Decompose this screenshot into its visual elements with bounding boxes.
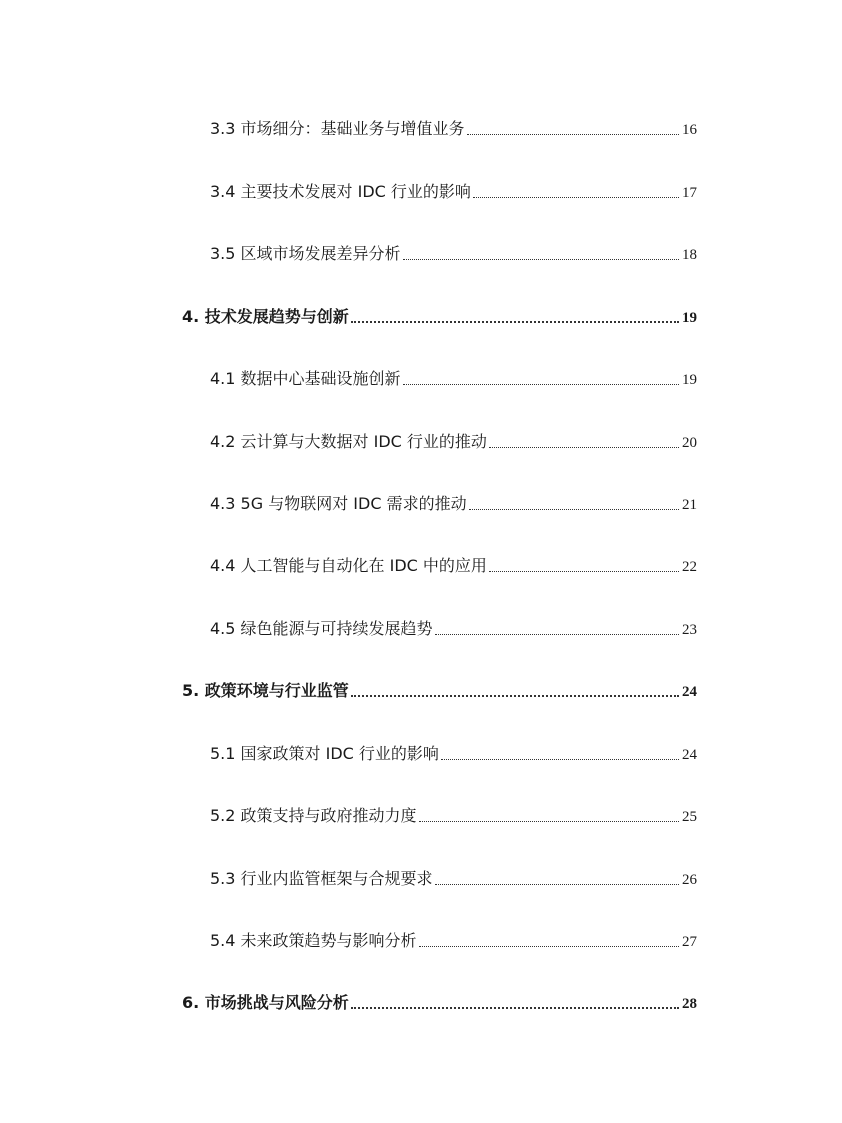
- toc-page-number: 24: [682, 747, 697, 763]
- toc-page-number: 25: [682, 809, 697, 825]
- toc-dot-leader: [489, 447, 679, 448]
- toc-entry-3-5[interactable]: [210, 239, 697, 265]
- toc-page-number: 18: [682, 247, 697, 263]
- toc-entry-4-3[interactable]: [210, 489, 697, 515]
- toc-entry-title: 5.3 行业内监管框架与合规要求: [210, 869, 433, 888]
- toc-entry-5-2[interactable]: [210, 801, 697, 827]
- toc-entry-5-4[interactable]: [210, 926, 697, 952]
- toc-dot-leader: [435, 634, 679, 635]
- toc-entry-title: 5.1 国家政策对 IDC 行业的影响: [210, 744, 439, 763]
- toc-dot-leader: [351, 321, 679, 323]
- toc-dot-leader: [419, 821, 679, 822]
- toc-entry-3-4[interactable]: [210, 177, 697, 203]
- toc-dot-leader: [403, 259, 679, 260]
- toc-dot-leader: [351, 695, 679, 697]
- toc-entry-4-4[interactable]: [210, 551, 697, 577]
- toc-page-number: 26: [682, 872, 697, 888]
- toc-entry-chapter-5[interactable]: [182, 676, 697, 702]
- toc-page-number: 20: [682, 435, 697, 451]
- toc-dot-leader: [489, 571, 679, 572]
- toc-entry-title: 5. 政策环境与行业监管: [182, 681, 349, 700]
- toc-entry-title: 4.1 数据中心基础设施创新: [210, 369, 401, 388]
- toc-page-number: 28: [682, 996, 697, 1012]
- toc-entry-title: 3.4 主要技术发展对 IDC 行业的影响: [210, 182, 471, 201]
- toc-dot-leader: [435, 884, 679, 885]
- toc-entry-3-3[interactable]: [210, 114, 697, 140]
- toc-page-number: 19: [682, 372, 697, 388]
- toc-entry-5-1[interactable]: [210, 739, 697, 765]
- toc-entry-title: 3.5 区域市场发展差异分析: [210, 244, 401, 263]
- toc-page-number: 19: [682, 310, 697, 326]
- toc-entry-4-1[interactable]: [210, 364, 697, 390]
- toc-page-number: 27: [682, 934, 697, 950]
- toc-page-number: 22: [682, 559, 697, 575]
- toc-page-number: 23: [682, 622, 697, 638]
- toc-page-number: 16: [682, 122, 697, 138]
- toc-entry-title: 6. 市场挑战与风险分析: [182, 993, 349, 1012]
- toc-entry-title: 4.2 云计算与大数据对 IDC 行业的推动: [210, 432, 487, 451]
- toc-dot-leader: [419, 946, 679, 947]
- toc-entry-title: 4.3 5G 与物联网对 IDC 需求的推动: [210, 494, 467, 513]
- toc-dot-leader: [441, 759, 679, 760]
- toc-entry-title: 4. 技术发展趋势与创新: [182, 307, 349, 326]
- toc-page-number: 24: [682, 684, 697, 700]
- toc-entry-chapter-6[interactable]: [182, 988, 697, 1014]
- toc-dot-leader: [351, 1007, 679, 1009]
- toc-entry-title: 4.5 绿色能源与可持续发展趋势: [210, 619, 433, 638]
- toc-entry-5-3[interactable]: [210, 864, 697, 890]
- toc-entry-4-5[interactable]: [210, 614, 697, 640]
- toc-page-number: 21: [682, 497, 697, 513]
- toc-dot-leader: [473, 197, 679, 198]
- toc-entry-title: 4.4 人工智能与自动化在 IDC 中的应用: [210, 556, 487, 575]
- toc-entry-title: 5.2 政策支持与政府推动力度: [210, 806, 417, 825]
- toc-entry-chapter-4[interactable]: [182, 302, 697, 328]
- toc-dot-leader: [403, 384, 679, 385]
- toc-dot-leader: [469, 509, 679, 510]
- toc-entry-title: 5.4 未来政策趋势与影响分析: [210, 931, 417, 950]
- toc-dot-leader: [467, 134, 679, 135]
- toc-entry-4-2[interactable]: [210, 427, 697, 453]
- toc-page-number: 17: [682, 185, 697, 201]
- toc-entry-title: 3.3 市场细分：基础业务与增值业务: [210, 119, 465, 138]
